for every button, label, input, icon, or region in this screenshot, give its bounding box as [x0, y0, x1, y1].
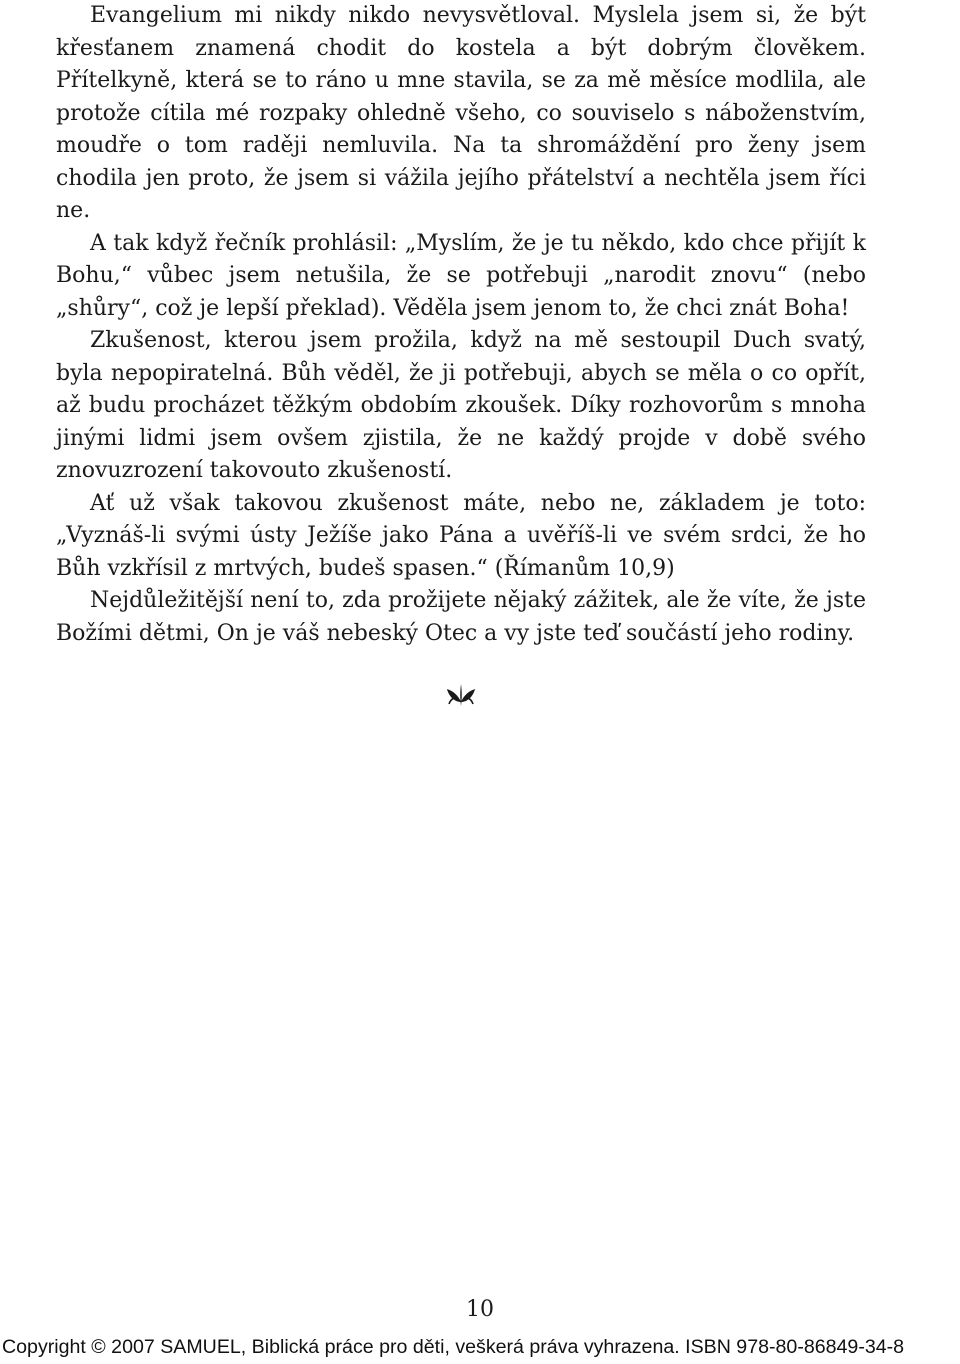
paragraph: A tak když řečník prohlásil: „Myslím, že je tu někdo, kdo chce přijít k Bohu,“ vůbec jsem netušila, že se potřebuji „narodit znovu“ (nebo „shůry“, což je lepší překlad). Věděla jsem jenom to, že chci znát Boha!	[56, 230, 866, 321]
paragraph: Ať už však takovou zkušenost máte, nebo ne, základem je toto: „Vyznáš-li svými ústy Ježíše jako Pána a uvěříš-li ve svém srdci, že ho Bůh vzkřísil z mrtvých, budeš spasen.“ (Římanům 10,9)	[56, 490, 866, 581]
paragraph: Evangelium mi nikdy nikdo nevysvětloval. Myslela jsem si, že být křesťanem znamená chodit do kostela a být dobrým člověkem. Přítelkyně, která se to ráno u mne stavila, se za mě měsíce modlila, ale protože cítila mé rozpaky ohledně všeho, co souviselo s náboženstvím, moudře o tom raději nemluvila. Na ta shromáždění pro ženy jsem chodila jen proto, že jsem si vážila jejího přátelství a nechtěla jsem říci ne.	[56, 3, 866, 223]
copyright-footer: Copyright © 2007 SAMUEL, Biblická práce pro děti, veškerá práva vyhrazena. ISBN 978-80-86849-34-8	[2, 1336, 905, 1358]
body-text	[56, 0, 866, 650]
page-number: 10	[466, 1297, 494, 1322]
paragraph: Zkušenost, kterou jsem prožila, když na mě sestoupil Duch svatý, byla nepopiratelná. Bůh věděl, že ji potřebuji, abych se měla o co opřít, až budu procházet těžkým obdobím zkoušek. Díky rozhovorům s mnoha jinými lidmi jsem ovšem zjistila, že ne každý projde v době svého znovuzrození takovouto zkušeností.	[56, 328, 866, 483]
leaf-ornament-icon	[445, 680, 477, 708]
paragraph: Nejdůležitější není to, zda prožijete nějaký zážitek, ale že víte, že jste Božími dětmi, On je váš nebeský Otec a vy jste teď součástí jeho rodiny.	[56, 588, 866, 646]
